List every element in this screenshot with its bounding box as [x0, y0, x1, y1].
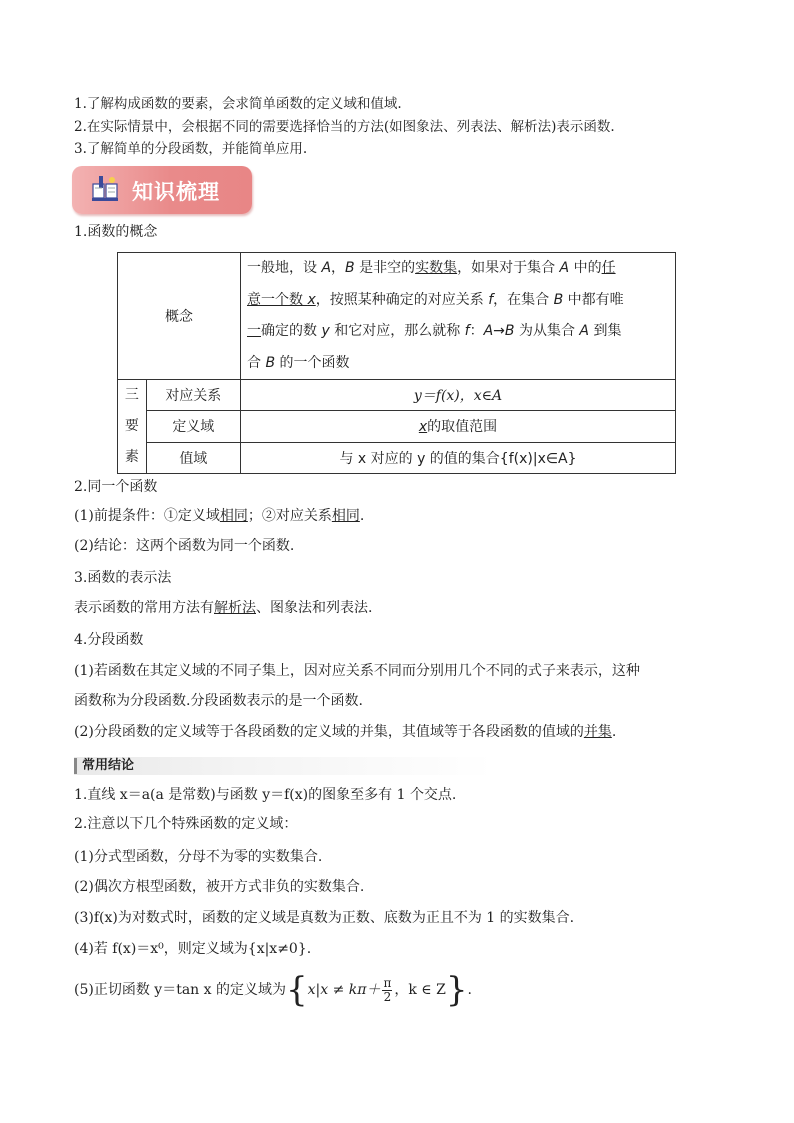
conclusion-2: 2.注意以下几个特殊函数的定义域：: [74, 816, 298, 832]
objective-3: 3.了解简单的分段函数，并能简单应用.: [74, 141, 308, 157]
mapping-value: y＝f(x)，x∈A: [241, 380, 676, 411]
definition-line-1: 一般地，设 A，B 是非空的实数集，如果对于集合 A 中的任: [247, 260, 616, 276]
range-value: 与 x 对应的 y 的值的集合{f(x)|x∈A}: [241, 442, 676, 473]
objective-1: 1.了解构成函数的要素，会求简单函数的定义域和值域.: [74, 96, 402, 112]
conclusion-2-1: (1)分式型函数，分母不为零的实数集合.: [74, 849, 323, 865]
conclusion-2-3: (3)f(x)为对数式时，函数的定义域是真数为正数、底数为正且不为 1 的实数集合.: [74, 910, 575, 926]
range-label: 值域: [146, 442, 240, 473]
concept-definition: [241, 253, 676, 380]
conclusions-heading: 常用结论: [82, 758, 135, 773]
conclusion-2-5: (5)正切函数 y＝tan x 的定义域为{x|x ≠ kπ＋ $\frac{\pi}{2}$ ，k ∈ Z}.: [74, 970, 472, 1010]
conclusions-heading-bar: [74, 757, 494, 775]
section-4-heading: 4.分段函数: [74, 632, 144, 648]
definition-line-4: 合 B 的一个函数: [247, 354, 350, 371]
representation-text: 表示函数的常用方法有解析法、图象法和列表法.: [74, 600, 373, 616]
definition-line-3: 一确定的数 y 和它对应，那么就称 f：A→B 为从集合 A 到集: [247, 323, 622, 339]
domain-label: 定义域: [146, 411, 240, 442]
conclusion-1: 1.直线 x＝a(a 是常数)与函数 y＝f(x)的图象至多有 1 个交点.: [74, 787, 457, 803]
book-icon: [90, 174, 120, 204]
mapping-label: 对应关系: [146, 380, 240, 411]
pi-over-2-fraction: $\frac{\pi}{2}$: [383, 975, 392, 1004]
same-function-conclusion: (2)结论：这两个函数为同一个函数.: [74, 538, 295, 554]
same-function-premise: (1)前提条件：①定义域相同；②对应关系相同.: [74, 508, 365, 524]
concept-label-cell: [118, 253, 241, 380]
banner-title: 知识梳理: [132, 180, 220, 204]
definition-line-2: 意一个数 x，按照某种确定的对应关系 f，在集合 B 中都有唯: [247, 291, 624, 308]
section-1-heading: 1.函数的概念: [74, 224, 158, 240]
section-banner: [72, 166, 252, 214]
concept-label: 概念: [165, 309, 193, 325]
three-elements-cell: 三 要 素: [118, 380, 147, 474]
section-3-heading: 3.函数的表示法: [74, 570, 172, 586]
section-2-heading: 2.同一个函数: [74, 479, 158, 495]
piecewise-p2: (2)分段函数的定义域等于各段函数的定义域的并集，其值域等于各段函数的值域的并集.: [74, 724, 617, 740]
piecewise-p1-line2: 函数称为分段函数.分段函数表示的是一个函数.: [74, 693, 363, 709]
piecewise-p1-line1: (1)若函数在其定义域的不同子集上，因对应关系不同而分别用几个不同的式子来表示，这种: [74, 663, 640, 679]
domain-value: x的取值范围: [241, 411, 676, 442]
conclusion-2-2: (2)偶次方根型函数，被开方式非负的实数集合.: [74, 879, 365, 895]
conclusion-2-4: (4)若 f(x)＝x⁰，则定义域为{x|x≠0}.: [74, 941, 312, 957]
function-concept-table: [117, 252, 676, 474]
heading-accent-bar: [74, 758, 77, 774]
objective-2: 2.在实际情景中，会根据不同的需要选择恰当的方法(如图象法、列表法、解析法)表示函数.: [74, 119, 615, 135]
